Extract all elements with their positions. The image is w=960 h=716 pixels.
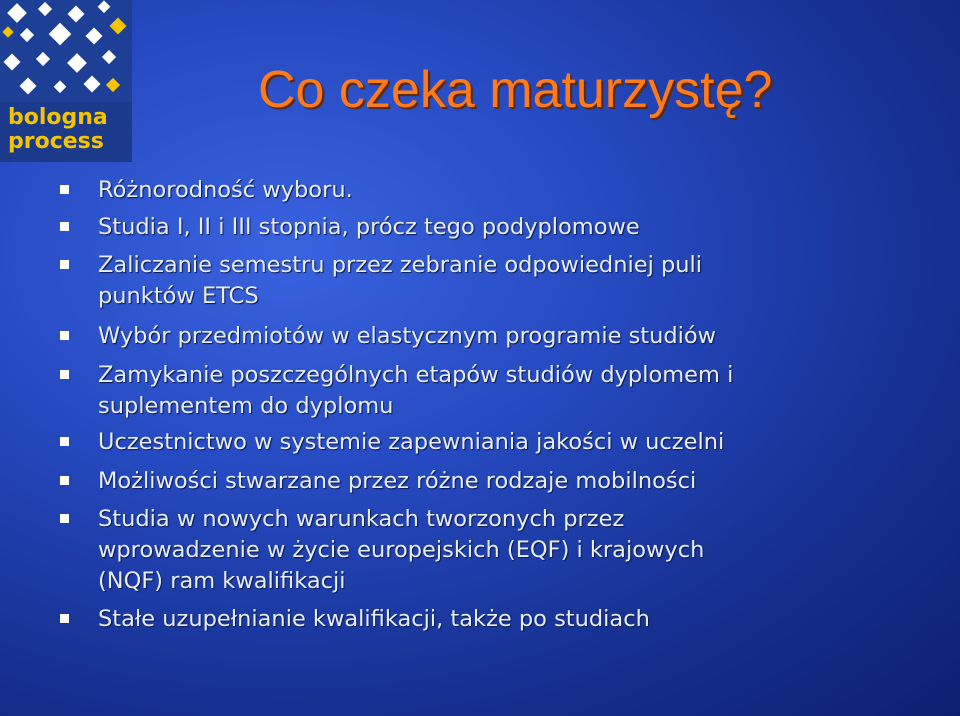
list-item-line: Wybór przedmiotów w elastycznym programie studiów (98, 323, 717, 349)
bologna-process-logo (0, 0, 132, 162)
list-item-text (98, 504, 704, 597)
square-bullet-icon (60, 437, 69, 446)
square-bullet-icon (60, 331, 69, 340)
list-item-line: suplementem do dyplomu (98, 393, 394, 419)
list-item-text (98, 212, 640, 243)
list-item-text (98, 360, 733, 422)
square-bullet-icon (60, 222, 69, 231)
list-item-line: wprowadzenie w życie europejskich (EQF) i krajowych (98, 537, 705, 563)
square-bullet-icon (60, 260, 69, 269)
square-bullet-icon (60, 514, 69, 523)
list-item-line: Możliwości stwarzane przez różne rodzaje mobilności (98, 468, 697, 494)
logo-pattern-icon (0, 0, 132, 102)
square-bullet-icon (60, 614, 69, 623)
list-item-line: Zamykanie poszczególnych etapów studiów dyplomem i (98, 362, 734, 388)
list-item-line: Stałe uzupełnianie kwalifikacji, także po studiach (98, 606, 650, 632)
logo-word-process: process (8, 129, 104, 154)
logo-text-block (0, 102, 132, 162)
list-item-line: Zaliczanie semestru przez zebranie odpowiedniej puli (98, 252, 703, 278)
logo-word-bologna: bologna (8, 105, 108, 130)
list-item-line: (NQF) ram kwalifikacji (98, 568, 346, 594)
square-bullet-icon (60, 370, 69, 379)
list-item-line: Studia w nowych warunkach tworzonych przez (98, 506, 625, 532)
list-item-line: Studia I, II i III stopnia, prócz tego podyplomowe (98, 214, 640, 240)
list-item-line: punktów ETCS (98, 283, 259, 309)
list-item-text (98, 604, 650, 635)
square-bullet-icon (60, 185, 69, 194)
list-item-text (98, 321, 716, 352)
list-item-line: Różnorodność wyboru. (98, 177, 353, 203)
list-item-text (98, 466, 696, 497)
list-item-text (98, 175, 353, 206)
list-item-text (98, 427, 724, 458)
square-bullet-icon (60, 476, 69, 485)
slide-title: Co czeka maturzystę? (258, 61, 773, 119)
list-item-line: Uczestnictwo w systemie zapewniania jakości w uczelni (98, 429, 725, 455)
list-item-text (98, 250, 702, 312)
